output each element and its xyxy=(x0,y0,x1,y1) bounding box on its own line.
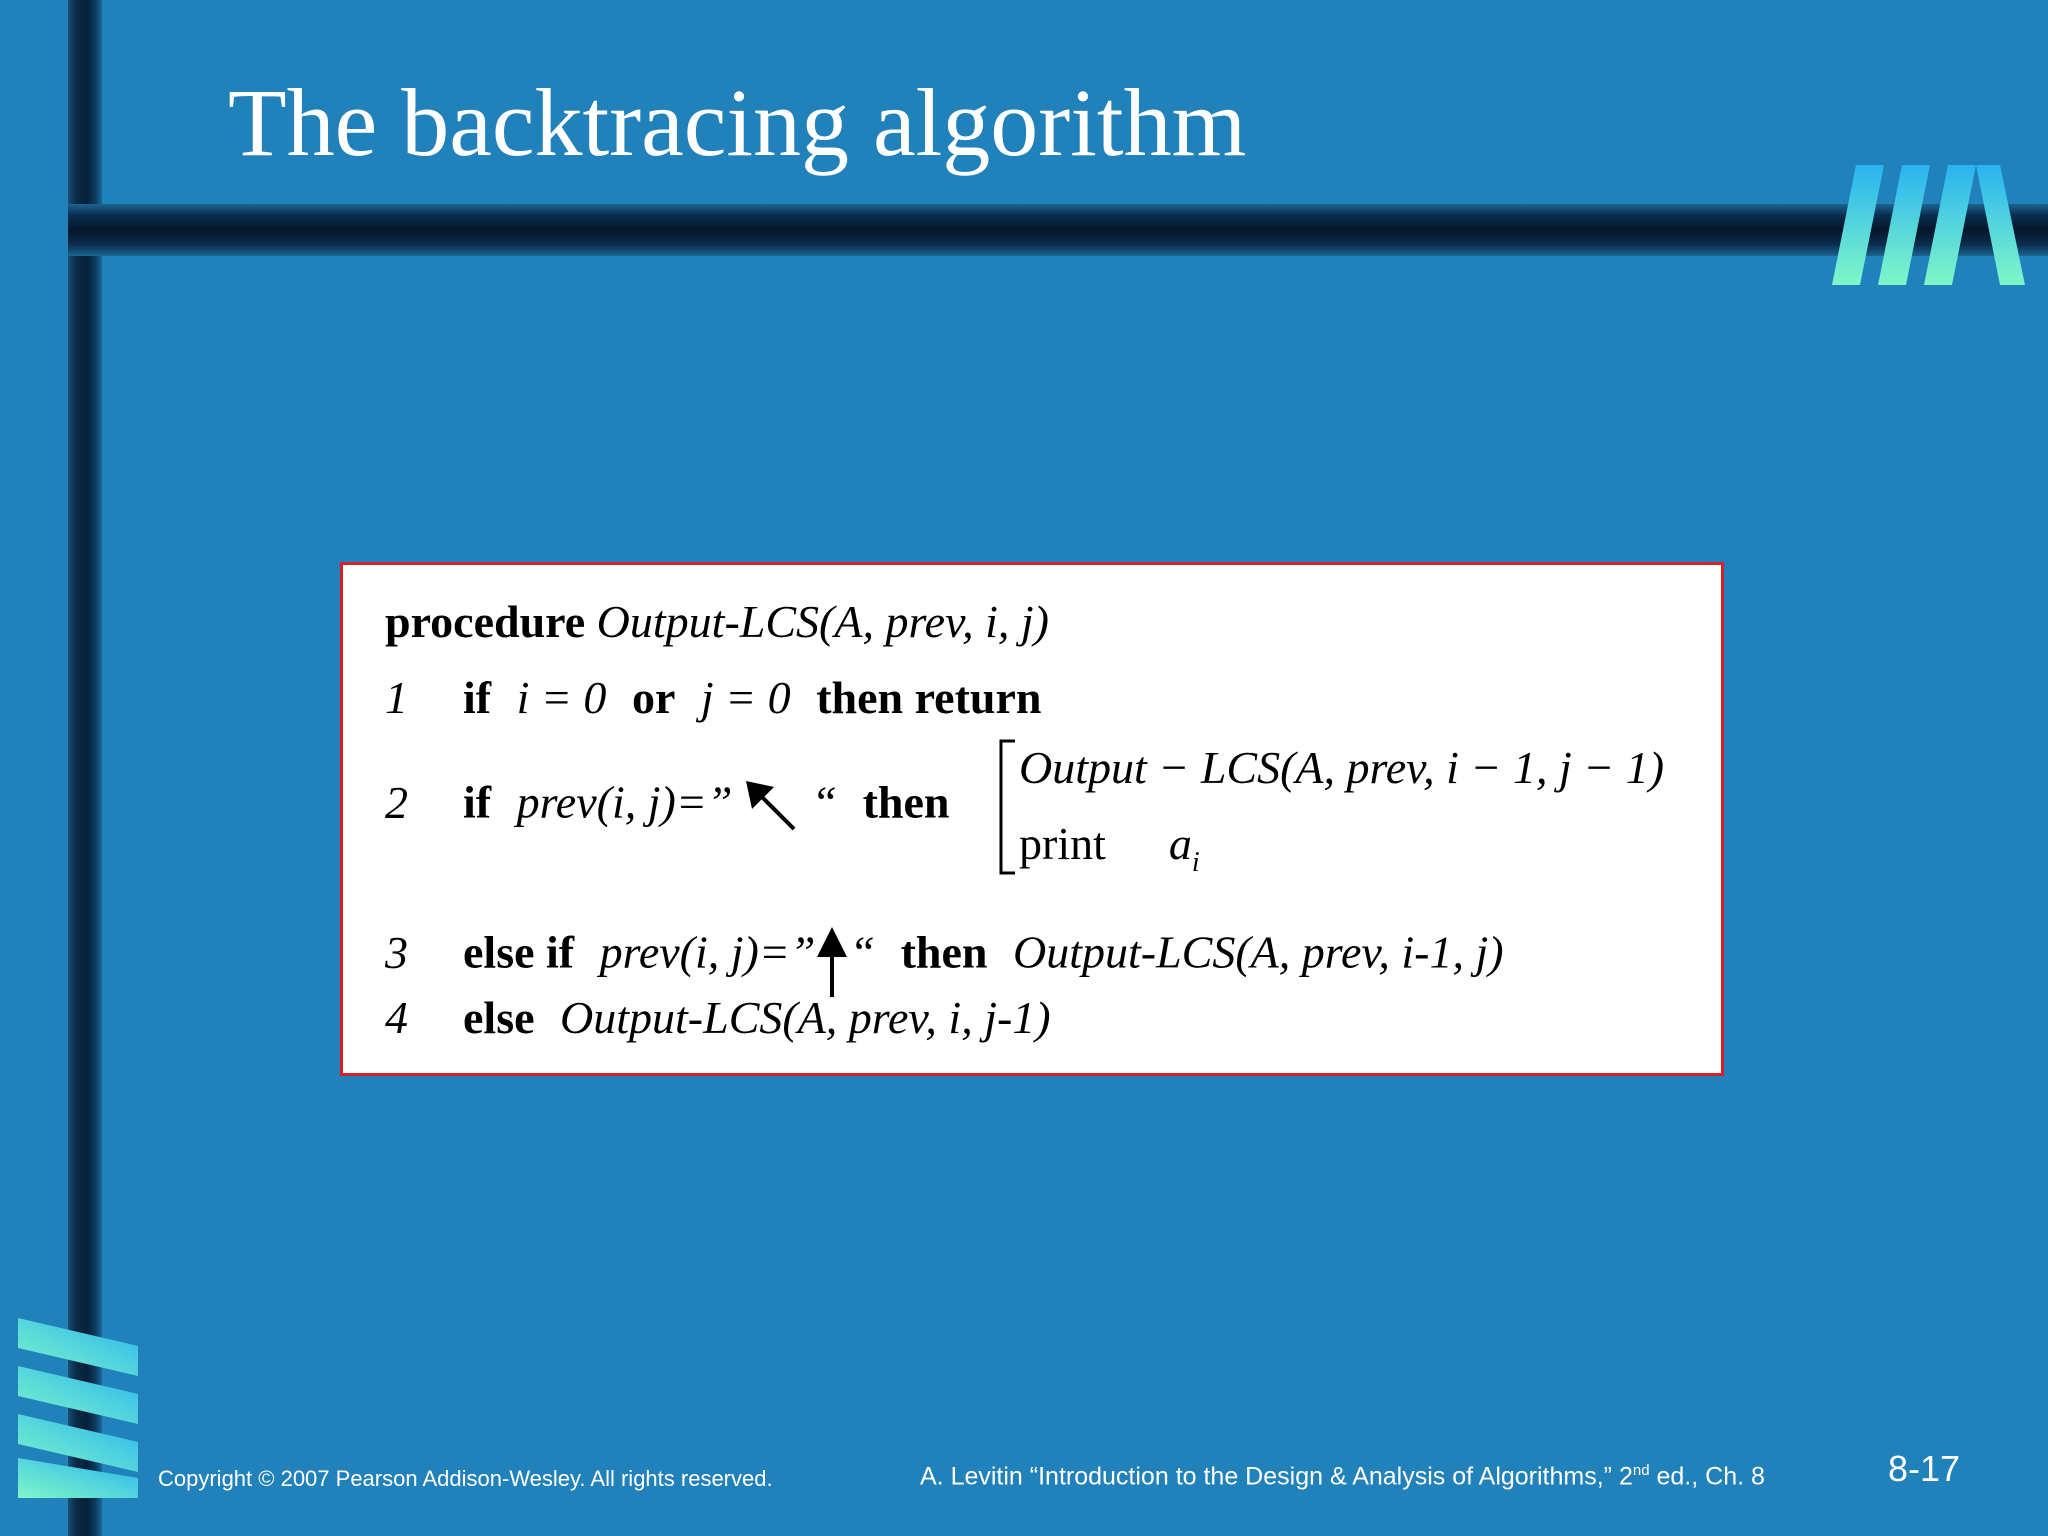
slide-number: 8-17 xyxy=(1888,1448,1961,1489)
stripes-logo-bottom-left xyxy=(10,1318,140,1498)
close-quote: “ xyxy=(811,776,838,828)
title-underline-bar xyxy=(68,204,2048,256)
print-subscript: i xyxy=(1191,847,1200,878)
print-variable: a xyxy=(1168,818,1192,869)
procedure-header xyxy=(385,596,1049,647)
arrow-up-left-icon xyxy=(744,779,800,835)
code-line-2 xyxy=(385,776,950,835)
close-quote: “ xyxy=(849,926,876,978)
slide-title: The backtracing algorithm xyxy=(228,69,1247,176)
keyword-if: if xyxy=(463,672,492,723)
keyword-then: then xyxy=(862,776,950,828)
arrow-up-icon xyxy=(815,927,849,999)
recursive-call: Output-LCS(A, prev, i-1, j) xyxy=(1012,926,1504,978)
line-number: 2 xyxy=(385,776,408,828)
keyword-procedure: procedure xyxy=(385,596,586,647)
code-line-1 xyxy=(385,672,1042,723)
line-number: 3 xyxy=(385,926,408,978)
copyright-notice: Copyright © 2007 Pearson Addison-Wesley. All rights reserved. xyxy=(158,1466,773,1491)
keyword-or: or xyxy=(631,672,676,723)
print-word: print xyxy=(1019,818,1106,869)
keyword-if: if xyxy=(463,776,492,828)
procedure-signature: Output-LCS(A, prev, i, j) xyxy=(596,596,1049,647)
recursive-call: Output-LCS(A, prev, i, j-1) xyxy=(560,992,1051,1043)
line-number: 4 xyxy=(385,992,408,1043)
condition-j: j = 0 xyxy=(700,672,791,723)
book-citation: A. Levitin “Introduction to the Design & Analysis of Algorithms,” 2nd ed., Ch. 8 xyxy=(920,1462,1765,1491)
bracket-line-output: Output − LCS(A, prev, i − 1, j − 1) xyxy=(1019,742,1665,793)
condition-i: i = 0 xyxy=(516,672,607,723)
line-number: 1 xyxy=(385,672,408,723)
keyword-then-return: then return xyxy=(816,672,1042,723)
pseudocode-box xyxy=(340,562,1724,1076)
keyword-then: then xyxy=(900,926,988,978)
keyword-else-if: else if xyxy=(463,926,575,978)
prev-expression: prev(i, j)=” xyxy=(516,776,733,828)
stripes-logo-top-right xyxy=(1830,160,2030,290)
prev-expression: prev(i, j)=” xyxy=(599,926,816,978)
bracket-line-print xyxy=(1019,818,1200,878)
code-line-4 xyxy=(385,992,1051,1043)
keyword-else: else xyxy=(463,992,535,1043)
code-line-3 xyxy=(385,915,1504,999)
